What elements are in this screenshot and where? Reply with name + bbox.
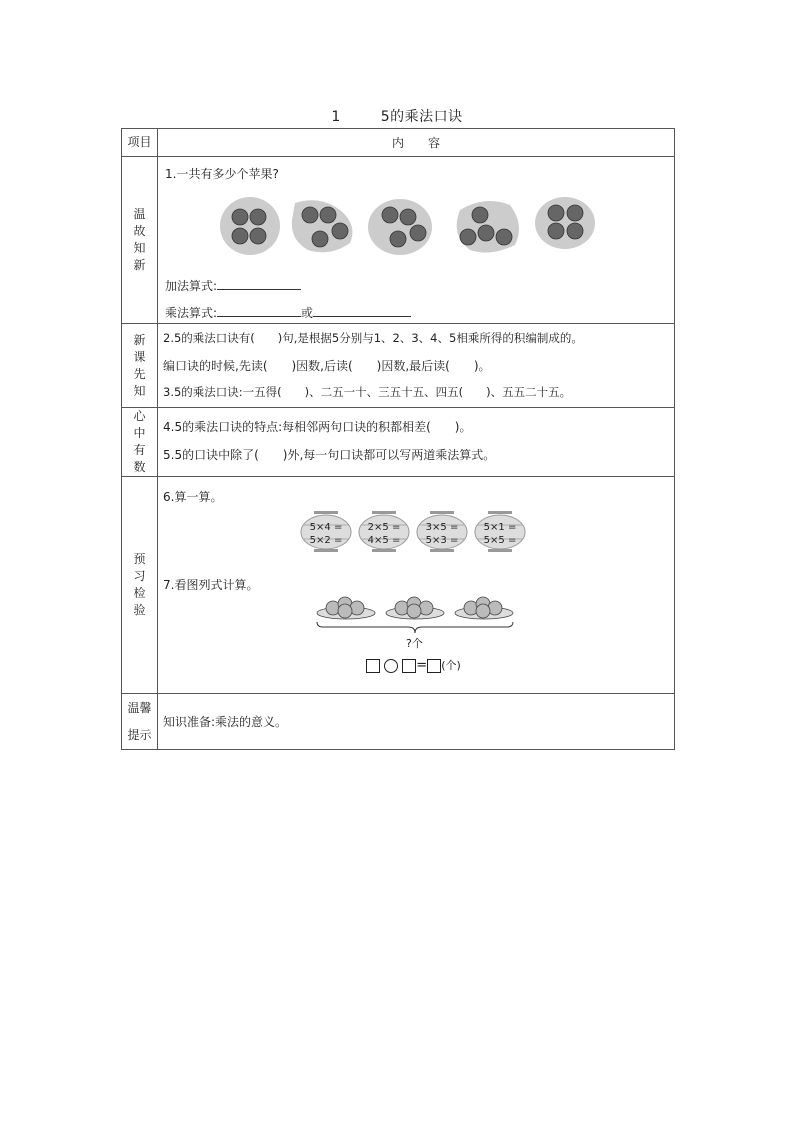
multiplication-blank-2[interactable] — [313, 304, 411, 317]
lantern-3-eq-2: 5×3 = — [425, 535, 459, 546]
addition-blank[interactable] — [217, 277, 301, 290]
multiplication-blank-1[interactable] — [217, 304, 301, 317]
header-item: 项目 — [122, 129, 158, 157]
header-content: 内 容 — [158, 129, 675, 157]
addition-line: 加法算式: — [165, 277, 301, 294]
lantern-3-eq-1: 3×5 = — [425, 522, 459, 533]
question-5: 5.5的口诀中除了( )外,每一句口诀都可以写两道乘法算式。 — [163, 448, 496, 462]
mind-content — [158, 408, 675, 477]
question-2: 2.5的乘法口诀有( )句,是根据5分别与1、2、3、4、5相乘所得的积编制成的。 — [163, 331, 583, 345]
section-label-practice: 预 习 检 验 — [122, 477, 158, 694]
section-label-preview: 新 课 先 知 — [122, 324, 158, 408]
practice-content — [158, 477, 675, 694]
title-text: 5的乘法口诀 — [380, 109, 463, 125]
unit-label: (个) — [441, 659, 461, 672]
lantern-3 — [416, 511, 468, 553]
section-label-review: 温 故 知 新 — [122, 157, 158, 324]
section-label-tips: 温馨 提示 — [122, 694, 158, 750]
title-number: 1 — [331, 109, 341, 125]
lantern-1-eq-2: 5×2 = — [309, 535, 343, 546]
operator-circle[interactable] — [384, 659, 398, 673]
lantern-1 — [300, 511, 352, 553]
lantern-2-eq-2: 4×5 = — [367, 535, 401, 546]
answer-box-2[interactable] — [402, 659, 416, 673]
section-label-mind: 心 中 有 数 — [122, 408, 158, 477]
lantern-4-eq-1: 5×1 = — [483, 522, 517, 533]
preview-content — [158, 324, 675, 408]
page-title — [0, 106, 794, 126]
lantern-2-eq-1: 2×5 = — [367, 522, 401, 533]
answer-box-3[interactable] — [427, 659, 441, 673]
multiplication-line: 乘法算式: 或 — [165, 304, 411, 321]
lantern-2 — [358, 511, 410, 553]
question-1: 1.一共有多少个苹果? — [165, 167, 279, 181]
brace-label: ?个 — [406, 637, 423, 650]
lantern-4 — [474, 511, 526, 553]
lantern-row — [300, 511, 532, 553]
lantern-4-eq-2: 5×5 = — [483, 535, 517, 546]
answer-box-1[interactable] — [366, 659, 380, 673]
question-6: 6.算一算。 — [163, 490, 223, 504]
question-7: 7.看图列式计算。 — [163, 578, 259, 592]
lantern-1-eq-1: 5×4 = — [309, 522, 343, 533]
review-content — [158, 157, 675, 324]
tips-text: 知识准备:乘法的意义。 — [163, 715, 288, 729]
question-4: 4.5的乘法口诀的特点:每相邻两句口诀的积都相差( )。 — [163, 420, 472, 434]
tips-content — [158, 694, 675, 750]
question-2b: 编口诀的时候,先读( )因数,后读( )因数,最后读( )。 — [163, 359, 491, 373]
question-3: 3.5的乘法口诀:一五得( )、二五一十、三五十五、四五( )、五五二十五。 — [163, 385, 572, 399]
worksheet-table — [121, 128, 675, 750]
bun-plates-image — [315, 591, 515, 637]
equation-template: = (个) — [366, 657, 461, 673]
apple-groups-image — [220, 195, 630, 257]
